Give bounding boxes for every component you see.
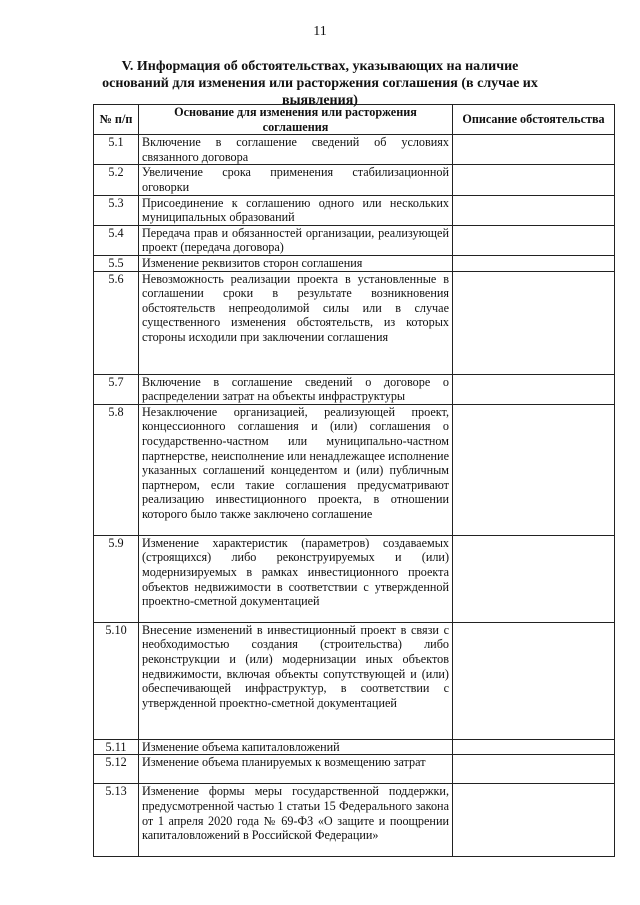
row-number: 5.12: [94, 755, 139, 784]
table-row: [94, 784, 615, 857]
row-description[interactable]: [453, 165, 615, 195]
section-title: V. Информация об обстоятельствах, указывающих на наличие оснований для изменения или расторжения соглашения (в случае их выявления): [102, 59, 538, 108]
table-row: [94, 535, 615, 622]
row-basis: Внесение изменений в инвестиционный проект в связи с необходимостью создания (строительства) либо реконструкции и (или) модернизации иных объектов недвижимости, включая объекты сопутствующей и (или) обеспечивающей инфраструктур, в соответствии с утвержденной проектно-сметной документацией: [139, 622, 453, 739]
row-number: 5.13: [94, 784, 139, 857]
row-description[interactable]: [453, 255, 615, 271]
row-description[interactable]: [453, 135, 615, 165]
row-description[interactable]: [453, 784, 615, 857]
row-description[interactable]: [453, 739, 615, 755]
row-basis: Увеличение срока применения стабилизационной оговорки: [139, 165, 453, 195]
table-row: [94, 622, 615, 739]
row-basis: Незаключение организацией, реализующей проект, концессионного соглашения и (или) соглашения о государственно-частном или муниципально-частном партнерстве, неисполнение или ненадлежащее исполнение указанных соглашений концедентом и (или) публичным партнером, если такие соглашения предусматривают реализацию инвестиционного проекта, в отношении которого было также заключено соглашение: [139, 404, 453, 535]
row-number: 5.10: [94, 622, 139, 739]
table-row: [94, 404, 615, 535]
row-description[interactable]: [453, 535, 615, 622]
header-description: Описание обстоятельства: [453, 105, 615, 135]
row-basis: Изменение реквизитов сторон соглашения: [139, 255, 453, 271]
grounds-table: [93, 104, 615, 857]
row-number: 5.1: [94, 135, 139, 165]
row-basis: Невозможность реализации проекта в установленные в соглашении сроки в результате возникновения обстоятельств непреодолимой силы или в случае существенного изменения обстоятельств, из которых стороны исходили при заключении соглашения: [139, 271, 453, 374]
row-number: 5.3: [94, 195, 139, 225]
row-number: 5.9: [94, 535, 139, 622]
table-row: [94, 739, 615, 755]
row-number: 5.11: [94, 739, 139, 755]
row-description[interactable]: [453, 225, 615, 255]
row-basis: Изменение формы меры государственной поддержки, предусмотренной частью 1 статьи 15 Федерального закона от 1 апреля 2020 года № 69-ФЗ «О защите и поощрении капиталовложений в Российской Федерации»: [139, 784, 453, 857]
row-number: 5.8: [94, 404, 139, 535]
table-row: [94, 374, 615, 404]
row-number: 5.7: [94, 374, 139, 404]
row-number: 5.6: [94, 271, 139, 374]
row-number: 5.2: [94, 165, 139, 195]
row-basis: Изменение характеристик (параметров) создаваемых (строящихся) либо реконструируемых и (или) модернизируемых в рамках инвестиционного проекта объектов недвижимости в соответствии с утвержденной проектно-сметной документацией: [139, 535, 453, 622]
row-description[interactable]: [453, 755, 615, 784]
row-basis: Изменение объема планируемых к возмещению затрат: [139, 755, 453, 784]
row-description[interactable]: [453, 622, 615, 739]
table-row: [94, 135, 615, 165]
table-row: [94, 271, 615, 374]
row-number: 5.5: [94, 255, 139, 271]
table-row: [94, 165, 615, 195]
row-basis: Изменение объема капиталовложений: [139, 739, 453, 755]
row-description[interactable]: [453, 404, 615, 535]
header-basis: Основание для изменения или расторжения соглашения: [139, 105, 453, 135]
page-number: 11: [313, 24, 327, 39]
row-basis: Включение в соглашение сведений о договоре о распределении затрат на объекты инфраструктуры: [139, 374, 453, 404]
table-row: [94, 755, 615, 784]
row-number: 5.4: [94, 225, 139, 255]
row-basis: Передача прав и обязанностей организации, реализующей проект (передача договора): [139, 225, 453, 255]
header-number: № п/п: [94, 105, 139, 135]
row-description[interactable]: [453, 374, 615, 404]
table-row: [94, 195, 615, 225]
table-header-row: [94, 105, 615, 135]
table-row: [94, 225, 615, 255]
row-basis: Присоединение к соглашению одного или нескольких муниципальных образований: [139, 195, 453, 225]
row-basis: Включение в соглашение сведений об условиях связанного договора: [139, 135, 453, 165]
row-description[interactable]: [453, 195, 615, 225]
row-description[interactable]: [453, 271, 615, 374]
table-row: [94, 255, 615, 271]
